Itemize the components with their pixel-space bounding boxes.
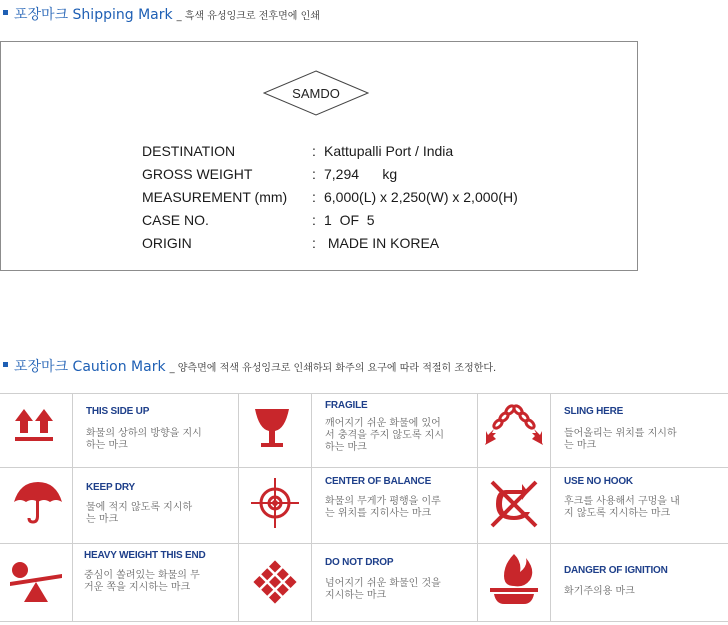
- caution-mark-do-not-drop: [239, 544, 477, 621]
- row-label: DESTINATION: [142, 143, 236, 159]
- shipping-mark-note: _ 흑색 유성잉크로 전후면에 인쇄: [176, 11, 320, 22]
- caution-mark-title: SLING HERE: [564, 406, 624, 417]
- row-value: Kattupalli Port / India: [324, 143, 454, 159]
- fragile-icon: [239, 393, 311, 467]
- use-no-hook-icon: [478, 468, 550, 543]
- caution-mark-note: _ 양측면에 적색 유성잉크로 인쇄하되 화주의 요구에 따라 적절히 조정한다.: [169, 363, 497, 374]
- caution-mark-desc: 넘어지기 쉬운 화물인 것을 지시하는 마크: [325, 578, 441, 601]
- row-colon: :: [312, 143, 316, 159]
- caution-mark-heavy-weight-this-end: [0, 544, 238, 621]
- row-colon: :: [312, 212, 316, 228]
- row-value: 6,000(L) x 2,250(W) x 2,000(H): [324, 189, 518, 205]
- caution-mark-title: USE NO HOOK: [564, 476, 633, 487]
- caution-mark-desc: 중심이 쏠려있는 화물의 무거운 쪽을 지시하는 마크: [84, 570, 200, 593]
- row-colon: :: [312, 235, 316, 251]
- row-label: GROSS WEIGHT: [142, 166, 253, 182]
- caution-mark-danger-of-ignition: [478, 544, 728, 621]
- row-label: ORIGIN: [142, 235, 192, 251]
- heavy-weight-this-end-icon: [0, 544, 72, 621]
- caution-mark-desc: 들어올리는 위치를 지시하는 마크: [564, 428, 677, 451]
- caution-mark-title: CENTER OF BALANCE: [325, 476, 432, 487]
- row-case-no: [142, 212, 375, 234]
- caution-mark-center-of-balance: [239, 468, 477, 543]
- caution-mark-title: THIS SIDE UP: [86, 406, 150, 417]
- row-value: 1 OF 5: [324, 212, 375, 228]
- company-name: SAMDO: [292, 85, 340, 101]
- caution-mark-desc: 화기주의용 마크: [564, 586, 635, 597]
- row-value: 7,294 kg: [324, 166, 398, 182]
- caution-mark-title: KEEP DRY: [86, 482, 135, 493]
- shipping-mark-title: 포장마크 Shipping Mark: [14, 7, 173, 23]
- row-gross-weight: [142, 166, 397, 188]
- caution-mark-desc: 화물의 상하의 방향을 지시하는 마크: [86, 428, 202, 451]
- caution-mark-heading: [0, 356, 496, 376]
- bullet-icon: [3, 362, 8, 367]
- row-destination: [142, 143, 453, 165]
- shipping-mark-heading: [0, 4, 320, 24]
- caution-mark-desc: 물에 적지 않도록 지시하는 마크: [86, 502, 193, 525]
- caution-mark-title: FRAGILE: [325, 400, 368, 411]
- danger-of-ignition-icon: [478, 544, 550, 621]
- row-label: MEASUREMENT (mm): [142, 189, 288, 205]
- caution-mark-use-no-hook: [478, 468, 728, 543]
- row-label: CASE NO.: [142, 212, 209, 228]
- do-not-drop-icon: [239, 544, 311, 621]
- center-of-balance-icon: [239, 468, 311, 543]
- keep-dry-icon: [0, 468, 72, 543]
- this-side-up-icon: [0, 393, 72, 467]
- caution-mark-keep-dry: [0, 468, 238, 543]
- bullet-icon: [3, 10, 8, 15]
- caution-mark-desc: 화물의 무게가 평행을 이루는 위치를 지히사는 마크: [325, 496, 441, 519]
- row-colon: :: [312, 189, 316, 205]
- caution-mark-desc: 깨어지기 쉬운 화물에 있어서 충격을 주지 않도록 지시하는 마크: [325, 418, 444, 453]
- caution-mark-fragile: [239, 393, 477, 467]
- caution-mark-desc: 후크를 사용해서 구멍을 내지 않도록 지시하는 마크: [564, 496, 680, 519]
- caution-mark-this-side-up: [0, 393, 238, 467]
- row-value: MADE IN KOREA: [324, 235, 440, 251]
- caution-mark-title: DANGER OF IGNITION: [564, 565, 668, 576]
- caution-mark-title: HEAVY WEIGHT THIS END: [84, 550, 206, 561]
- row-colon: :: [312, 166, 316, 182]
- grid-divider: [0, 621, 728, 622]
- row-origin: [142, 235, 439, 257]
- caution-mark-title: 포장마크 Caution Mark: [14, 359, 166, 375]
- caution-mark-sling-here: [478, 393, 728, 467]
- sling-here-icon: [478, 393, 550, 467]
- shipping-mark-box: [0, 41, 638, 271]
- row-measurement: [142, 189, 518, 211]
- caution-mark-title: DO NOT DROP: [325, 557, 394, 568]
